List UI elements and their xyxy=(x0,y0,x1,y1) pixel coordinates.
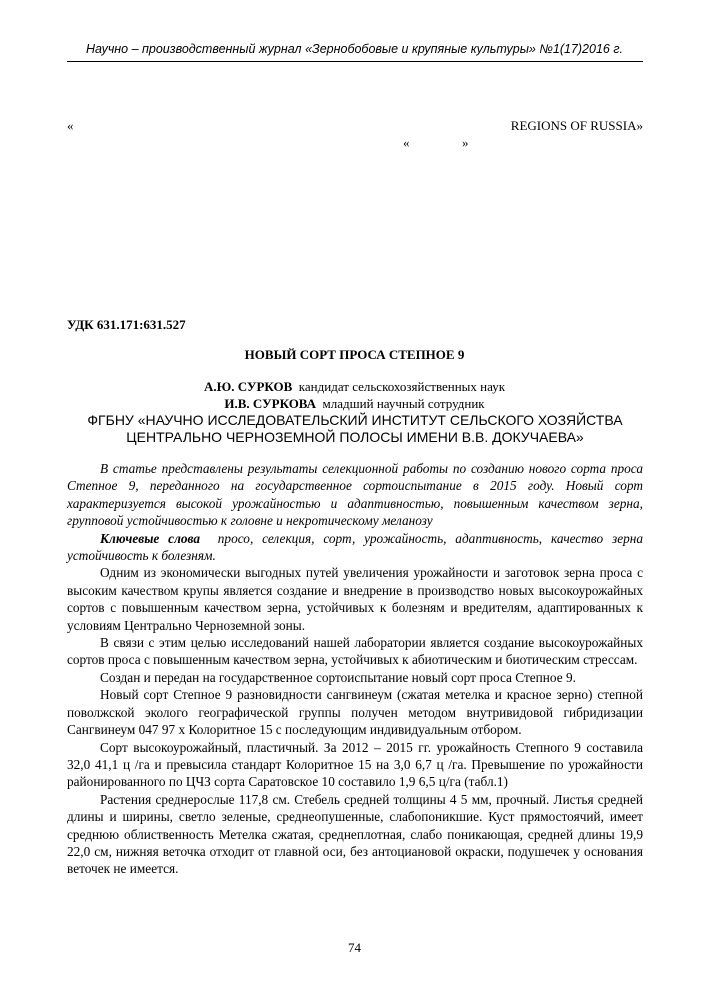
paragraph: В связи с этим целью исследований нашей лаборатории является создание высокоурожайных сортов проса с повышенным качеством зерна, устойчивых к абиотическим и биотическим стрессам. xyxy=(67,635,643,668)
page-number: 74 xyxy=(348,940,361,955)
banner-left-quote: « xyxy=(67,118,74,133)
keywords-text: просо, селекция, сорт, урожайность, адаптивность, качество зерна устойчивость к болезням. xyxy=(67,530,643,564)
banner-quote-close: » xyxy=(462,135,469,150)
paragraph: Растения среднерослые 117,8 см. Стебель средней толщины 4 5 мм, прочный. Листья средней длины и ширины, светло зеленые, среднеопушенные, слабопоникшие. Куст прямостоячий, имеет среднюю облиственность Метелка сжатая, среднеплотная, слабо поникающая, средней длины 19,9 22,0 см, нижняя веточка отходит от главной оси, без антоциановой окраски, подушечек у основания веточек не имеется. xyxy=(67,791,643,877)
journal-header: Научно – производственный журнал «Зернобобовые и крупяные культуры» №1(17)2016 г. xyxy=(86,42,623,56)
paragraph: Создан и передан на государственное сортоиспытание новый сорт проса Степное 9. xyxy=(100,669,576,685)
author-name: И.В. СУРКОВА xyxy=(224,396,317,411)
paragraph: Сорт высокоурожайный, пластичный. За 2012 – 2015 гг. урожайность Степного 9 составила 32,0 41,1 ц /га и превысила стандарт Колоритное 15 на 3,0 6,7 ц /га. Превышение по урожайности районированного по ЦЧЗ сорта Саратовское 10 составило 1,9 6,5 ц/га (табл.1) xyxy=(67,739,643,790)
author-role: кандидат сельскохозяйственных наук xyxy=(298,379,506,394)
article-body xyxy=(67,460,643,878)
keywords xyxy=(67,530,643,565)
author-line xyxy=(0,396,709,412)
paragraph: Одним из экономически выгодных путей увеличения урожайности и заготовок зерна проса с высоким качеством крупы является создание и внедрение в производство новых высокоурожайных сортов с повышенным качеством зерна, устойчивых к болезням и вредителям, адаптированных к условиям Центрально Черноземной зоны. xyxy=(67,565,643,633)
udk-code: УДК 631.171:631.527 xyxy=(67,317,186,332)
paragraph: Новый сорт Степное 9 разновидности сангвинеум (сжатая метелка и красное зерно) степной поволжской эколого географической группы получен методом внутривидовой гибридизации Сангвинеум 047 97 х Колоритное 15 с последующим индивидуальным отбором. xyxy=(67,687,643,738)
header-rule xyxy=(67,61,643,62)
banner-quote-open: « xyxy=(403,135,410,150)
author-line xyxy=(0,379,709,395)
keywords-label: Ключевые слова xyxy=(100,530,201,546)
author-role: младший научный сотрудник xyxy=(322,396,485,411)
abstract: В статье представлены результаты селекционной работы по созданию нового сорта проса Степное 9, переданного на государственное сортоиспытание в 2015 году. Новый сорт характеризуется высокой урожайностью и адаптивностью, повышенным качеством зерна, групповой устойчивостью к головне и некротическому меланозу xyxy=(67,461,643,529)
institution: ФГБНУ «НАУЧНО ИССЛЕДОВАТЕЛЬСКИЙ ИНСТИТУТ СЕЛЬСКОГО ХОЗЯЙСТВА ЦЕНТРАЛЬНО ЧЕРНОЗЕМНОЙ ПОЛОСЫ ИМЕНИ В.В. ДОКУЧАЕВА» xyxy=(87,412,623,445)
author-name: А.Ю. СУРКОВ xyxy=(203,379,293,394)
banner-regions: REGIONS OF RUSSIA» xyxy=(510,118,643,133)
article-title: НОВЫЙ СОРТ ПРОСА СТЕПНОЕ 9 xyxy=(244,347,465,362)
